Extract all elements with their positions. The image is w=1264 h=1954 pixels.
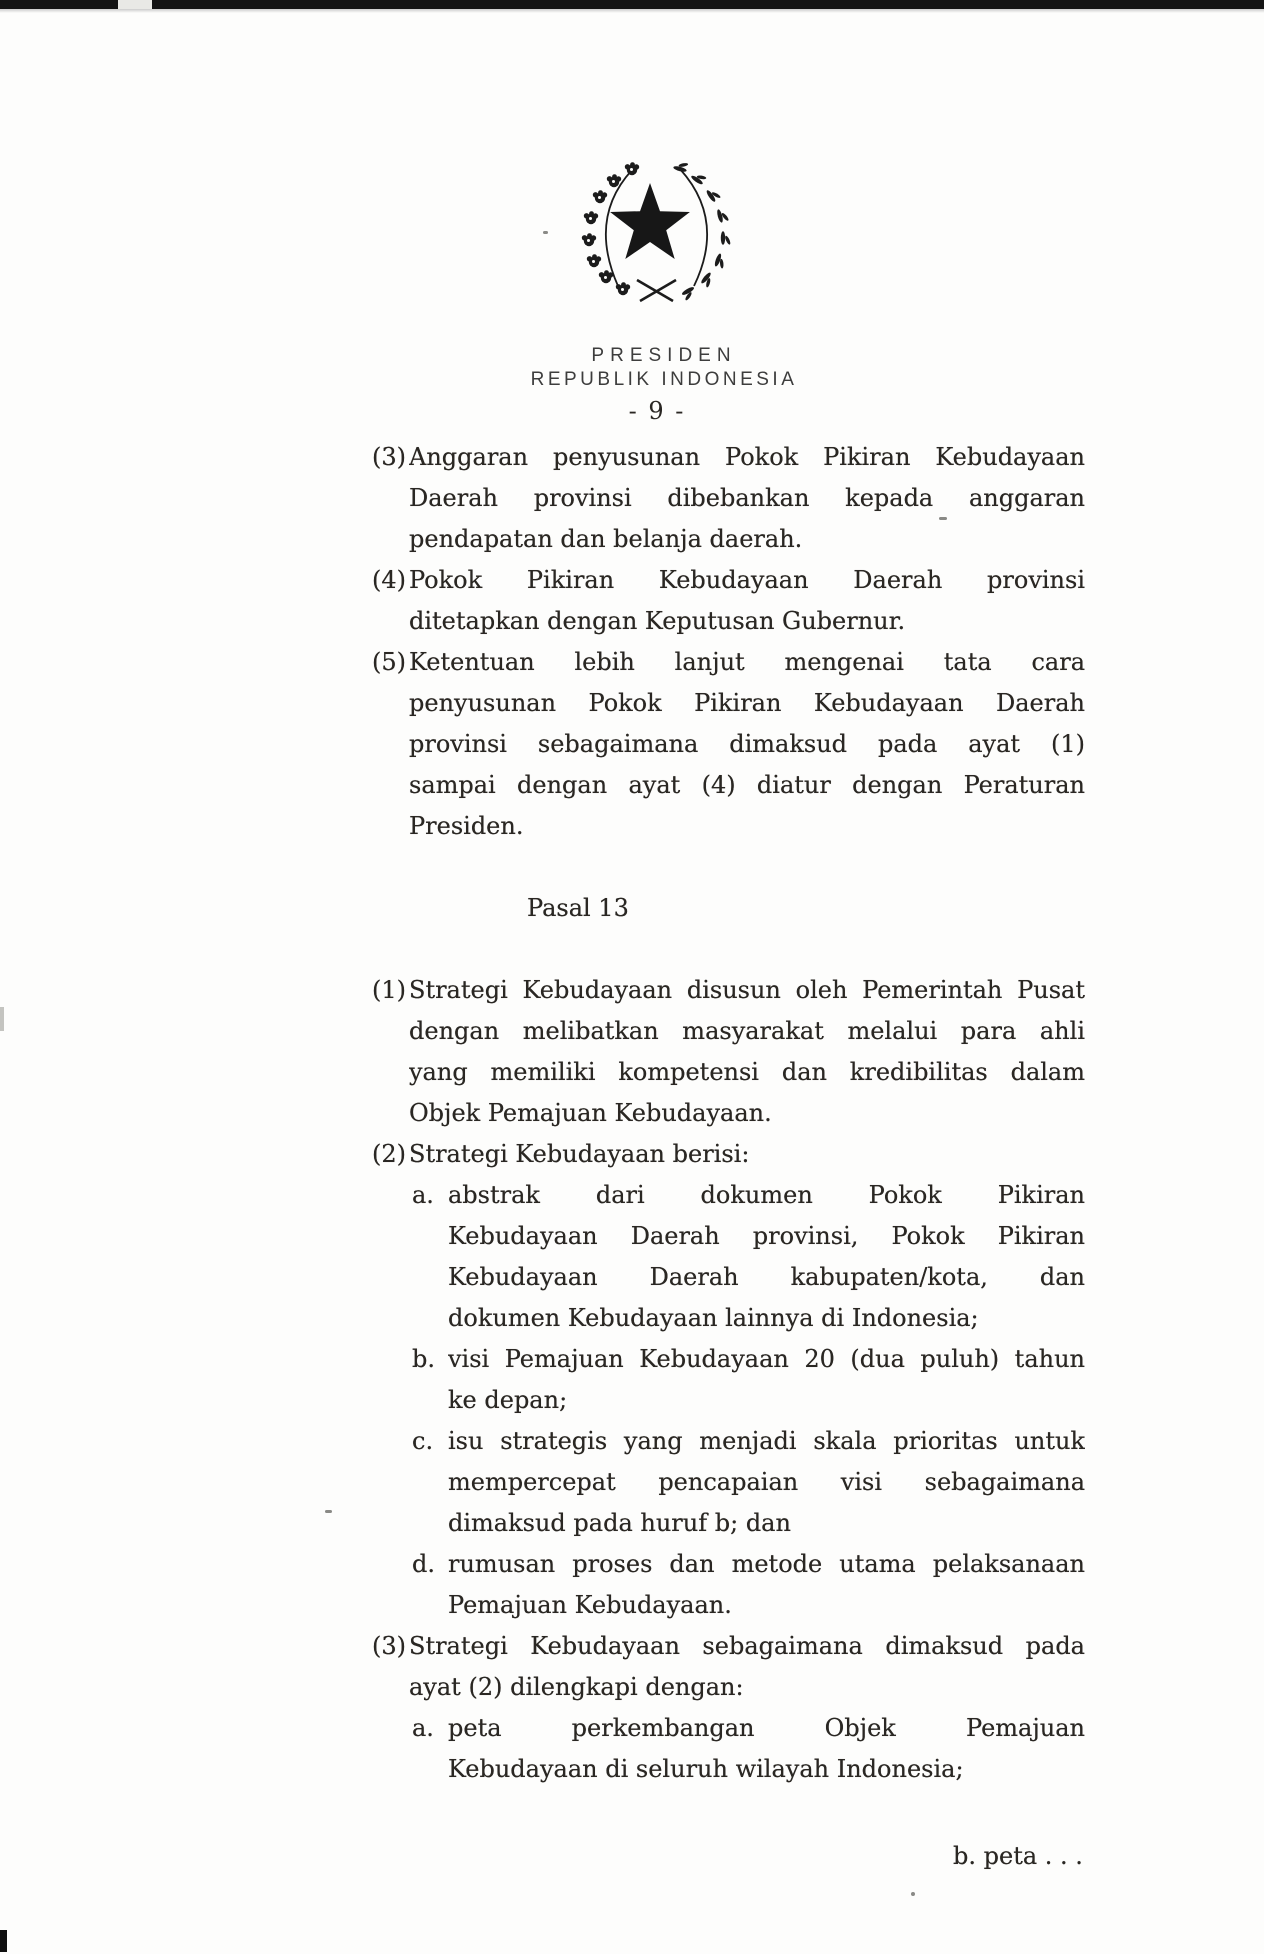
- wreath-left: [582, 162, 639, 295]
- text-line: Pemajuan Kebudayaan.: [448, 1591, 732, 1619]
- list-item: [372, 1134, 1085, 1175]
- text-line: visi Pemajuan Kebudayaan 20 (dua puluh) tahun: [448, 1345, 1085, 1373]
- scan-edge-notch: [118, 0, 152, 9]
- text-line: Strategi Kebudayaan disusun oleh Pemerintah Pusat: [409, 976, 1085, 1004]
- scan-mark-bottom-left: [0, 1930, 7, 1952]
- text-line: ditetapkan dengan Keputusan Gubernur.: [409, 607, 906, 635]
- text-line: Strategi Kebudayaan berisi:: [409, 1140, 750, 1168]
- letterhead-line2: REPUBLIK INDONESIA: [530, 369, 798, 390]
- text-line: dimaksud pada huruf b; dan: [448, 1509, 791, 1537]
- text-line: mempercepat pencapaian visi sebagaimana: [448, 1468, 1085, 1496]
- item-marker: a.: [412, 1714, 434, 1742]
- list-item: [372, 1421, 1085, 1544]
- list-item: [372, 1175, 1085, 1339]
- page-number: - 9 -: [628, 397, 686, 425]
- list-item: [372, 970, 1085, 1134]
- text-line: Daerah provinsi dibebankan kepada anggaran: [409, 484, 1085, 512]
- list-item: [372, 1626, 1085, 1708]
- item-marker: (3): [372, 1632, 406, 1660]
- item-marker: (2): [372, 1140, 406, 1168]
- text-line: ayat (2) dilengkapi dengan:: [409, 1673, 744, 1701]
- list-item: [372, 1708, 1085, 1790]
- scan-speck: [911, 1892, 915, 1896]
- text-line: Kebudayaan di seluruh wilayah Indonesia;: [448, 1755, 964, 1783]
- wreath-right: [673, 159, 731, 302]
- letterhead: [384, 345, 944, 391]
- text-line: isu strategis yang menjadi skala prioritas untuk: [448, 1427, 1085, 1455]
- list-item: [372, 560, 1085, 642]
- item-marker: b.: [412, 1345, 435, 1373]
- catchword: b. peta . . .: [953, 1842, 1083, 1870]
- text-line: provinsi sebagaimana dimaksud pada ayat (1): [409, 730, 1085, 758]
- item-marker: c.: [412, 1427, 434, 1455]
- text-line: Presiden.: [409, 812, 524, 840]
- item-marker: (3): [372, 443, 406, 471]
- letterhead-line1: PRESIDEN: [591, 345, 737, 366]
- text-line: rumusan proses dan metode utama pelaksanaan: [448, 1550, 1085, 1578]
- text-line: dokumen Kebudayaan lainnya di Indonesia;: [448, 1304, 979, 1332]
- item-marker: (1): [372, 976, 406, 1004]
- text-line: dengan melibatkan masyarakat melalui para ahli: [409, 1017, 1085, 1045]
- item-marker: (4): [372, 566, 406, 594]
- text-line: abstrak dari dokumen Pokok Pikiran: [448, 1181, 1085, 1209]
- text-line: Objek Pemajuan Kebudayaan.: [409, 1099, 772, 1127]
- item-marker: a.: [412, 1181, 434, 1209]
- item-marker: d.: [412, 1550, 435, 1578]
- text-line: penyusunan Pokok Pikiran Kebudayaan Daerah: [409, 689, 1085, 717]
- text-line: Ketentuan lebih lanjut mengenai tata cara: [409, 648, 1085, 676]
- scan-edge-artifact-top: [0, 0, 1264, 9]
- star-wreath-icon: [580, 158, 733, 308]
- list-item: [372, 437, 1085, 560]
- star-icon: [610, 183, 690, 259]
- list-item: [372, 642, 1085, 847]
- pasal-heading: Pasal 13: [527, 894, 629, 922]
- list-item: [372, 1544, 1085, 1626]
- text-line: Pokok Pikiran Kebudayaan Daerah provinsi: [409, 566, 1085, 594]
- text-line: ke depan;: [448, 1386, 568, 1414]
- scan-speck: [543, 231, 548, 234]
- text-line: Kebudayaan Daerah kabupaten/kota, dan: [448, 1263, 1085, 1291]
- scan-speck: [325, 1510, 332, 1513]
- text-line: peta perkembangan Objek Pemajuan: [448, 1714, 1085, 1742]
- text-line: yang memiliki kompetensi dan kredibilitas dalam: [409, 1058, 1085, 1086]
- text-line: Kebudayaan Daerah provinsi, Pokok Pikiran: [448, 1222, 1085, 1250]
- scan-smudge-left: [0, 1007, 4, 1031]
- scan-edge-shadow: [0, 9, 1264, 13]
- list-item: [372, 1339, 1085, 1421]
- national-emblem: [580, 158, 733, 308]
- item-marker: (5): [372, 648, 406, 676]
- text-line: sampai dengan ayat (4) diatur dengan Peraturan: [409, 771, 1085, 799]
- text-line: Strategi Kebudayaan sebagaimana dimaksud pada: [409, 1632, 1085, 1660]
- text-line: pendapatan dan belanja daerah.: [409, 525, 803, 553]
- text-line: Anggaran penyusunan Pokok Pikiran Kebudayaan: [409, 443, 1085, 471]
- body-text: [372, 437, 1085, 1790]
